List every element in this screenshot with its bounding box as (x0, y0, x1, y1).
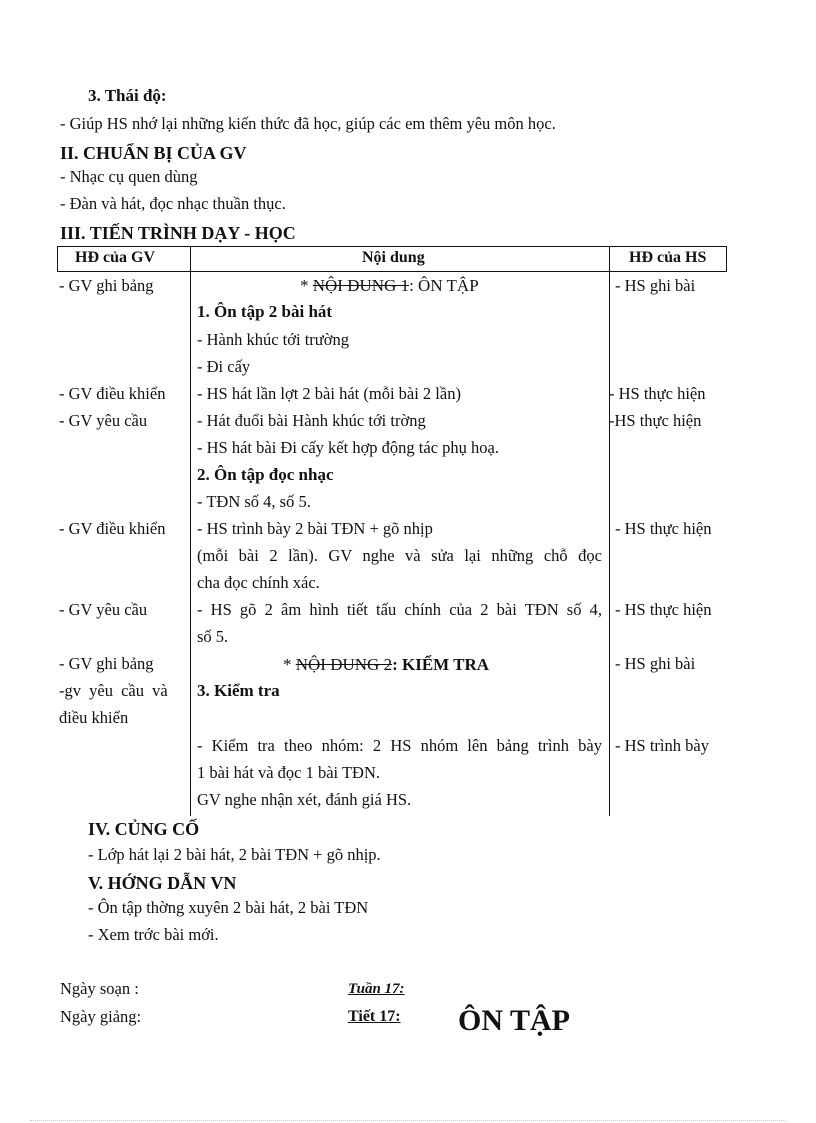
content-line-12: - Kiểm tra theo nhóm: 2 HS nhóm lên bảng trình bày (197, 736, 602, 755)
nd2-rest: : KIỂM TRA (392, 655, 490, 674)
guide-item-1: - Ôn tập thờng xuyên 2 bài hát, 2 bài TĐN (88, 898, 369, 917)
page-bottom-divider (30, 1120, 786, 1121)
gv-row-6: - GV ghi bảng (59, 654, 154, 673)
table-col-divider-2 (609, 246, 610, 816)
prep-date-label: Ngày soạn : (60, 979, 139, 998)
gv-row-4: - GV điều khiển (59, 519, 166, 538)
content-line-11: số 5. (197, 627, 229, 646)
hs-row-5: - HS thực hiện (615, 600, 712, 619)
gv-row-3: - GV yêu cầu (59, 411, 148, 430)
content-line-3: - HS hát lần lợt 2 bài hát (mỗi bài 2 lần) (197, 384, 461, 403)
attitude-heading: 3. Thái độ: (88, 86, 167, 105)
consolidate-text: - Lớp hát lại 2 bài hát, 2 bài TĐN + gõ nhịp. (88, 845, 381, 864)
prep-item-2: - Đàn và hát, đọc nhạc thuần thục. (60, 194, 286, 213)
content-nd2 (283, 654, 489, 676)
gv-row-5: - GV yêu cầu (59, 600, 148, 619)
content-line-14: GV nghe nhận xét, đánh giá HS. (197, 790, 412, 809)
content-line-2: - Đi cấy (197, 357, 251, 376)
table-right-border (726, 246, 727, 272)
gv-row-8: điều khiển (59, 708, 129, 727)
content-section-2: 2. Ôn tập đọc nhạc (197, 465, 334, 484)
content-line-7: - HS trình bày 2 bài TĐN + gõ nhịp (197, 519, 433, 538)
prep-heading: II. CHUẨN BỊ CỦA GV (60, 143, 247, 163)
nd2-strike: NỘI DUNG 2 (295, 655, 393, 674)
gv-row-1: - GV ghi bảng (59, 276, 154, 295)
header-content: Nội dung (362, 249, 425, 266)
content-section-3: 3. Kiểm tra (197, 681, 280, 700)
hs-row-4: - HS thực hiện (615, 519, 712, 538)
content-line-6: - TĐN số 4, số 5. (197, 492, 311, 511)
process-heading: III. TIẾN TRÌNH DẠY - HỌC (60, 223, 296, 243)
gv-row-2: - GV điều khiển (59, 384, 166, 403)
content-line-4: - Hát đuổi bài Hành khúc tới trờng (197, 411, 426, 430)
hs-row-1: - HS ghi bài (615, 276, 696, 295)
table-left-border (57, 246, 58, 272)
content-nd1 (300, 275, 479, 297)
teach-date-label: Ngày giảng: (60, 1007, 142, 1026)
period-label: Tiết 17: (348, 1008, 401, 1025)
hs-row-6: - HS ghi bài (615, 654, 696, 673)
content-line-8: (mỗi bài 2 lần). GV nghe và sửa lại những chỗ đọc (197, 546, 602, 565)
attitude-text: - Giúp HS nhớ lại những kiến thức đã học, giúp các em thêm yêu môn học. (60, 114, 556, 133)
content-line-9: cha đọc chính xác. (197, 573, 320, 592)
content-line-1: - Hành khúc tới trường (197, 330, 349, 349)
consolidate-heading: IV. CỦNG CỐ (88, 819, 200, 839)
content-line-10: - HS gõ 2 âm hình tiết tấu chính của 2 bài TĐN số 4, (197, 600, 602, 619)
content-line-5: - HS hát bài Đi cấy kết hợp động tác phụ hoạ. (197, 438, 499, 457)
nd2-star: * (283, 655, 296, 674)
week-label: Tuần 17: (348, 981, 405, 997)
guide-heading: V. HỚNG DẪN VN (88, 873, 237, 893)
lesson-table (57, 246, 727, 816)
header-hs: HĐ của HS (629, 249, 707, 266)
gv-row-7: -gv yêu cầu và (59, 681, 168, 700)
lesson-title: ÔN TẬP (458, 1004, 570, 1037)
header-gv: HĐ của GV (75, 249, 155, 266)
content-section-1: 1. Ôn tập 2 bài hát (197, 302, 333, 321)
nd1-rest: : ÔN TẬP (409, 276, 479, 295)
hs-row-2: - HS thực hiện (609, 384, 706, 403)
hs-row-3: -HS thực hiện (609, 411, 702, 430)
content-line-13: 1 bài hát và đọc 1 bài TĐN. (197, 763, 380, 782)
table-header-border (57, 271, 727, 272)
nd1-strike: NỘI DUNG 1 (312, 276, 410, 295)
nd1-star: * (300, 276, 313, 295)
hs-row-7: - HS trình bày (615, 736, 709, 755)
prep-item-1: - Nhạc cụ quen dùng (60, 167, 198, 186)
table-col-divider-1 (190, 246, 191, 816)
guide-item-2: - Xem trớc bài mới. (88, 925, 219, 944)
